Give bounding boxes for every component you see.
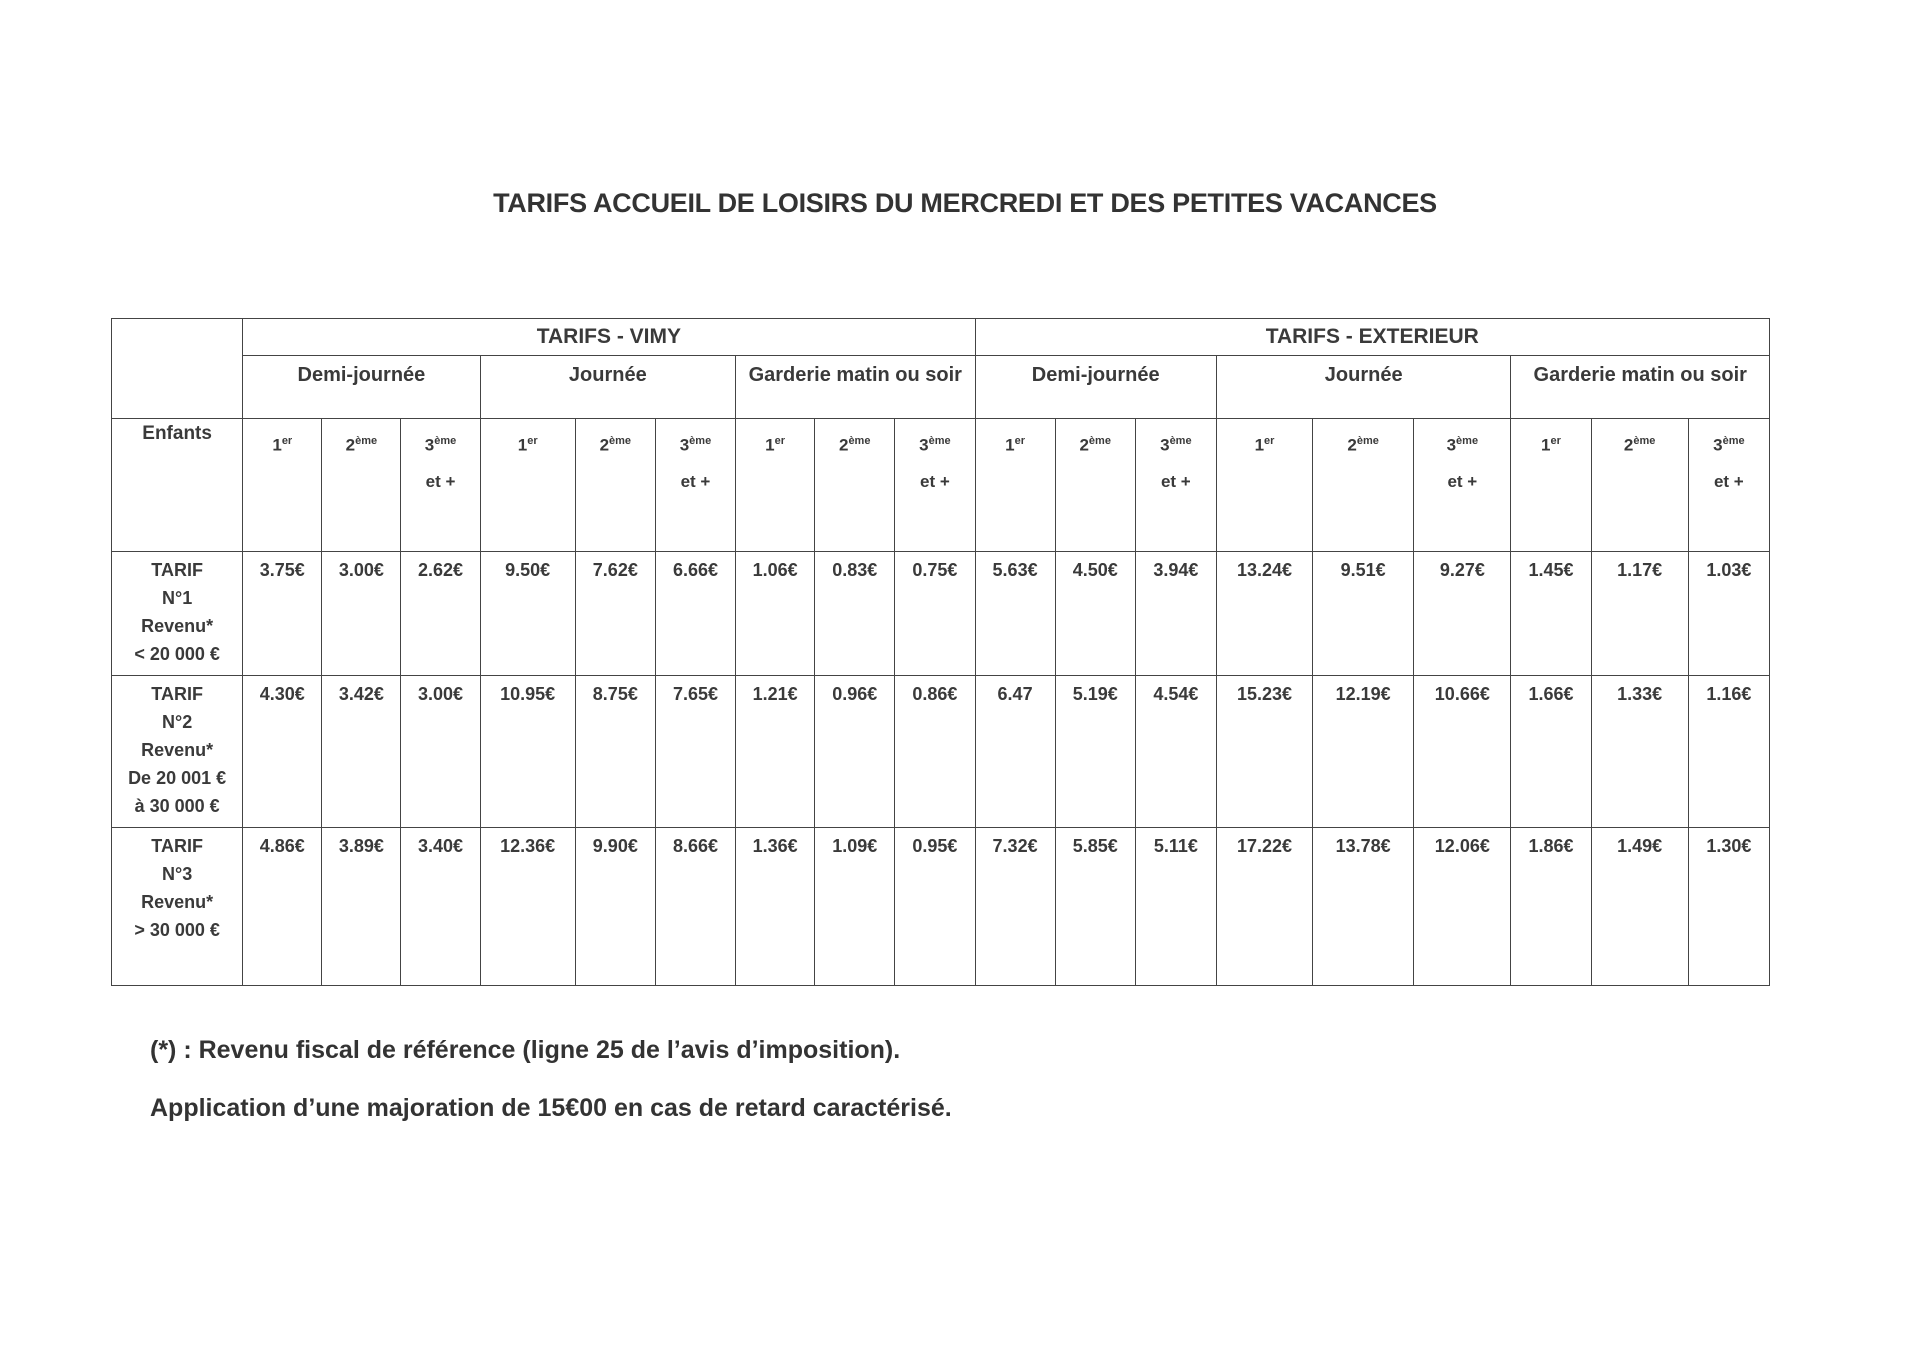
rank-header-first — [975, 419, 1055, 552]
table-cell: 1.33€ — [1591, 676, 1688, 828]
tarif-label-line: Revenu* — [141, 892, 214, 913]
table-cell: 3.00€ — [322, 552, 401, 676]
tarif-label-line: TARIF — [151, 684, 203, 705]
table-cell: 13.78€ — [1313, 828, 1414, 986]
rank-header-first — [736, 419, 815, 552]
period-header-journee-vimy: Journée — [480, 355, 735, 418]
tarif-label-line: à 30 000 € — [134, 796, 220, 817]
rank-header-second — [1055, 419, 1135, 552]
table-cell: 4.30€ — [243, 676, 322, 828]
tarif-label-line: N°1 — [162, 588, 193, 609]
tarif-label-line: Revenu* — [141, 616, 214, 637]
rank-number: 1 — [1541, 435, 1551, 455]
rank-number: 3 — [1160, 435, 1170, 455]
rank-suffix: er — [527, 435, 538, 448]
tarif-label-line: > 30 000 € — [134, 920, 220, 941]
tarif-label-line: TARIF — [151, 560, 203, 581]
period-header-garderie-exterieur: Garderie matin ou soir — [1511, 355, 1770, 418]
rank-suffix: er — [1264, 435, 1275, 448]
table-row — [112, 828, 1770, 986]
rank-suffix: ème — [434, 435, 457, 448]
table-cell: 1.30€ — [1688, 828, 1769, 986]
rank-number: 3 — [919, 435, 929, 455]
rank-suffix: ème — [1169, 435, 1192, 448]
rank-suffix: ème — [928, 435, 951, 448]
rank-suffix: ème — [1456, 435, 1479, 448]
rank-number: 2 — [599, 435, 610, 455]
table-cell: 7.65€ — [655, 676, 735, 828]
page-title: TARIFS ACCUEIL DE LOISIRS DU MERCREDI ET DES PETITES VACANCES — [493, 188, 1437, 218]
tarif-label — [112, 552, 243, 676]
table-cell: 9.90€ — [575, 828, 655, 986]
tarif-label-line: N°3 — [162, 864, 193, 885]
rank-header-third — [1135, 419, 1216, 552]
tarifs-table — [111, 318, 1770, 986]
table-cell: 12.36€ — [480, 828, 575, 986]
rank-number: 2 — [1347, 435, 1357, 455]
table-cell: 5.19€ — [1055, 676, 1135, 828]
rank-suffix: ème — [1633, 435, 1656, 448]
rank-header-first — [480, 419, 575, 552]
table-cell: 1.16€ — [1688, 676, 1769, 828]
tarif-label-line: N°2 — [162, 712, 193, 733]
table-row — [112, 552, 1770, 676]
table-cell: 7.32€ — [975, 828, 1055, 986]
table-cell: 1.49€ — [1591, 828, 1688, 986]
table-cell: 10.95€ — [480, 676, 575, 828]
tarif-label — [112, 828, 243, 986]
tarif-label-line: Revenu* — [141, 740, 214, 761]
table-cell: 9.27€ — [1414, 552, 1511, 676]
table-cell: 13.24€ — [1216, 552, 1312, 676]
table-cell: 8.66€ — [655, 828, 735, 986]
footnote-revenu-fiscal: (*) : Revenu fiscal de référence (ligne 25 de l’avis d’imposition). — [150, 1036, 901, 1064]
table-cell: 3.00€ — [401, 676, 480, 828]
enfants-label: Enfants — [112, 419, 243, 552]
rank-suffix: er — [281, 435, 293, 448]
table-cell: 1.17€ — [1591, 552, 1688, 676]
table-cell: 1.03€ — [1688, 552, 1769, 676]
group-header-exterieur: TARIFS - EXTERIEUR — [975, 319, 1770, 356]
rank-number: 1 — [272, 435, 282, 455]
rank-et-plus: et + — [1447, 471, 1478, 491]
table-cell: 17.22€ — [1216, 828, 1312, 986]
rank-header-second — [1591, 419, 1688, 552]
tarif-label-line: TARIF — [151, 836, 203, 857]
tarif-label-line: De 20 001 € — [128, 768, 227, 789]
table-cell: 10.66€ — [1414, 676, 1511, 828]
table-cell: 4.54€ — [1135, 676, 1216, 828]
table-cell: 1.21€ — [736, 676, 815, 828]
table-cell: 2.62€ — [401, 552, 480, 676]
rank-header-second — [322, 419, 401, 552]
table-cell: 1.86€ — [1511, 828, 1591, 986]
rank-suffix: ème — [689, 435, 712, 448]
rank-suffix: er — [1550, 435, 1561, 448]
rank-et-plus: et + — [1160, 471, 1191, 491]
table-cell: 0.96€ — [815, 676, 895, 828]
rank-number: 3 — [424, 435, 435, 455]
footnote-majoration: Application d’une majoration de 15€00 en cas de retard caractérisé. — [150, 1094, 952, 1122]
rank-suffix: er — [774, 435, 786, 448]
rank-et-plus: et + — [680, 471, 711, 491]
tarif-label — [112, 676, 243, 828]
table-cell: 9.50€ — [480, 552, 575, 676]
table-cell: 4.50€ — [1055, 552, 1135, 676]
table-cell: 5.63€ — [975, 552, 1055, 676]
rank-header-third — [1414, 419, 1511, 552]
rank-suffix: ème — [1722, 435, 1745, 448]
rank-number: 1 — [517, 435, 528, 455]
rank-number: 2 — [1079, 435, 1089, 455]
rank-suffix: ème — [1088, 435, 1111, 448]
table-cell: 6.66€ — [655, 552, 735, 676]
tarif-label-line: < 20 000 € — [134, 644, 220, 665]
rank-header-third — [1688, 419, 1769, 552]
period-header-garderie-vimy: Garderie matin ou soir — [736, 355, 975, 418]
rank-number: 3 — [679, 435, 690, 455]
corner-cell — [112, 319, 243, 419]
table-cell: 6.47 — [975, 676, 1055, 828]
table-cell: 8.75€ — [575, 676, 655, 828]
rank-header-second — [575, 419, 655, 552]
period-header-demi-journee-vimy: Demi-journée — [243, 355, 480, 418]
rank-et-plus: et + — [425, 471, 456, 491]
table-cell: 0.75€ — [895, 552, 975, 676]
table-cell: 7.62€ — [575, 552, 655, 676]
table-cell: 3.40€ — [401, 828, 480, 986]
rank-et-plus: et + — [1713, 471, 1744, 491]
rank-header-third — [895, 419, 975, 552]
table-cell: 1.06€ — [736, 552, 815, 676]
rank-header-first — [1511, 419, 1591, 552]
rank-number: 2 — [345, 435, 356, 455]
rank-number: 3 — [1713, 435, 1723, 455]
table-cell: 5.85€ — [1055, 828, 1135, 986]
table-cell: 1.36€ — [736, 828, 815, 986]
rank-suffix: ème — [355, 435, 378, 448]
rank-number: 1 — [1005, 435, 1015, 455]
table-cell: 0.86€ — [895, 676, 975, 828]
rank-header-third — [655, 419, 735, 552]
table-cell: 0.95€ — [895, 828, 975, 986]
group-header-vimy: TARIFS - VIMY — [243, 319, 975, 356]
table-cell: 1.09€ — [815, 828, 895, 986]
rank-et-plus: et + — [920, 471, 950, 491]
rank-header-second — [1313, 419, 1414, 552]
rank-number: 1 — [765, 435, 775, 455]
rank-number: 3 — [1446, 435, 1457, 455]
rank-number: 1 — [1254, 435, 1265, 455]
table-cell: 3.42€ — [322, 676, 401, 828]
rank-suffix: ème — [1356, 435, 1379, 448]
rank-header-third — [401, 419, 480, 552]
rank-header-first — [1216, 419, 1312, 552]
table-cell: 3.75€ — [243, 552, 322, 676]
rank-header-first — [243, 419, 322, 552]
table-cell: 12.19€ — [1313, 676, 1414, 828]
table-cell: 1.66€ — [1511, 676, 1591, 828]
rank-suffix: ème — [848, 435, 871, 448]
table-cell: 15.23€ — [1216, 676, 1312, 828]
rank-suffix: er — [1014, 435, 1025, 448]
table-cell: 5.11€ — [1135, 828, 1216, 986]
rank-suffix: ème — [609, 435, 632, 448]
table-cell: 3.89€ — [322, 828, 401, 986]
table-cell: 1.45€ — [1511, 552, 1591, 676]
table-cell: 3.94€ — [1135, 552, 1216, 676]
period-header-journee-exterieur: Journée — [1216, 355, 1511, 418]
rank-number: 2 — [1623, 435, 1634, 455]
table-cell: 0.83€ — [815, 552, 895, 676]
period-header-demi-journee-exterieur: Demi-journée — [975, 355, 1216, 418]
table-cell: 4.86€ — [243, 828, 322, 986]
rank-number: 2 — [838, 435, 849, 455]
table-row — [112, 676, 1770, 828]
rank-header-second — [815, 419, 895, 552]
table-cell: 12.06€ — [1414, 828, 1511, 986]
table-cell: 9.51€ — [1313, 552, 1414, 676]
